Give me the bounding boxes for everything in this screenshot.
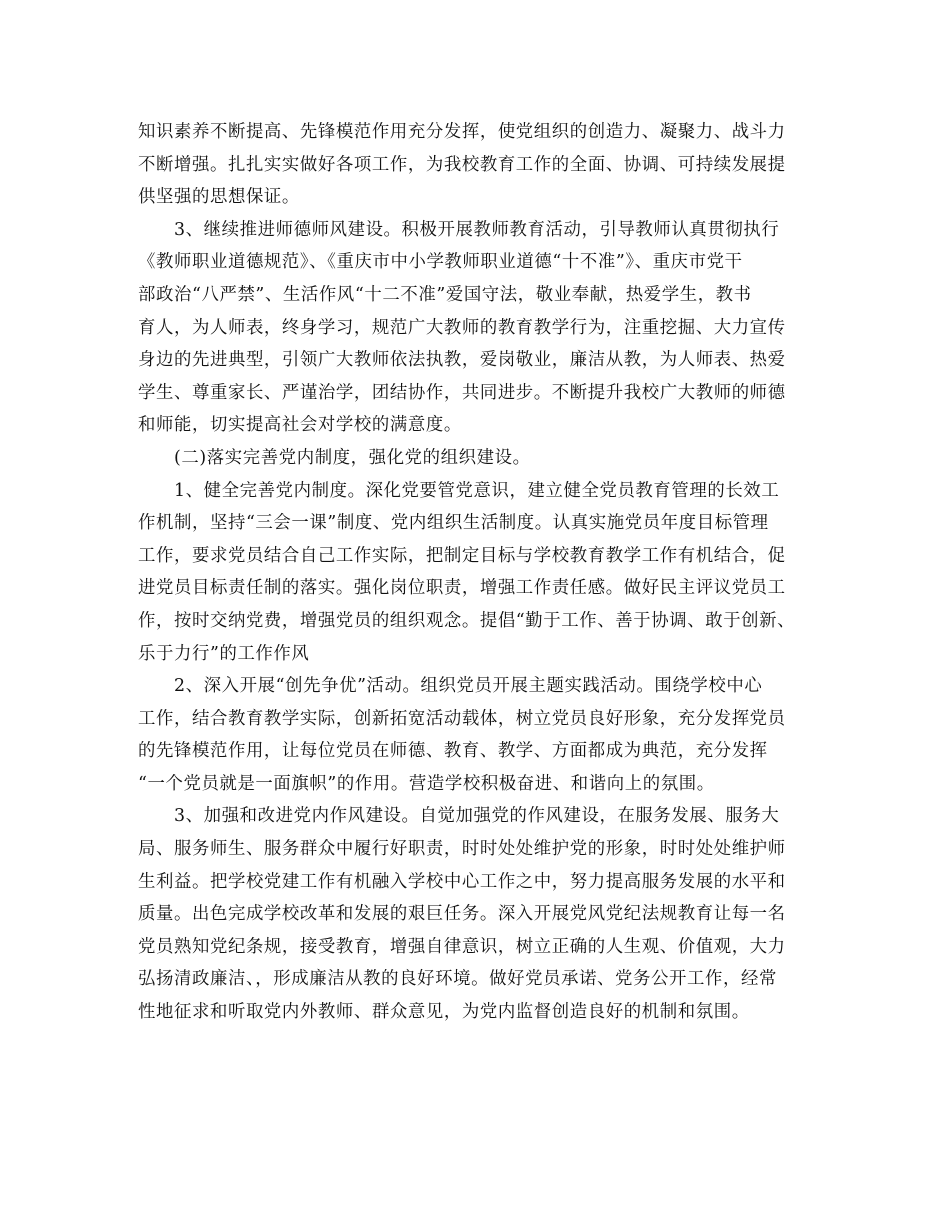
paragraph-continuation bbox=[138, 116, 824, 214]
text-line: 弘扬清政廉洁、，形成廉洁从教的良好环境。做好党员承诺、党务公开工作，经常 bbox=[138, 969, 777, 990]
text-line: 2、深入开展“创先争优”活动。组织党员开展主题实践活动。围绕学校中心 bbox=[174, 676, 763, 697]
text-line: 和师能，切实提高社会对学校的满意度。 bbox=[138, 415, 462, 436]
text-line: 《教师职业道德规范》、《重庆市中小学教师职业道德“十不准”》、重庆市党干 bbox=[138, 252, 743, 273]
text-line: 知识素养不断提高、先锋模范作用充分发挥，使党组织的创造力、凝聚力、战斗力 bbox=[138, 122, 786, 142]
text-line: 性地征求和听取党内外教师、群众意见，为党内监督创造良好的机制和氛围。 bbox=[138, 1002, 750, 1023]
text-line: 身边的先进典型，引领广大教师依法执教，爱岗敬业，廉洁从教，为人师表、热爱 bbox=[138, 350, 786, 371]
text-line: 部政治“八严禁”、生活作风“十二不准”爱国守法，敬业奉献，热爱学生，教书 bbox=[138, 284, 752, 305]
paragraph-teacher-ethics bbox=[138, 214, 824, 442]
text-line: 3、加强和改进党内作风建设。自觉加强党的作风建设，在服务发展、服务大 bbox=[174, 806, 780, 827]
text-line: 生利益。把学校党建工作有机融入学校中心工作之中，努力提高服务发展的水平和 bbox=[138, 871, 786, 892]
text-line: “一个党员就是一面旗帜”的作用。营造学校积极奋进、和谐向上的氛围。 bbox=[138, 773, 715, 794]
text-line: 作机制，坚持“三会一课”制度、党内组织生活制度。认真实施党员年度目标管理 bbox=[138, 513, 769, 534]
text-line: 3、继续推进师德师风建设。积极开展教师教育活动，引导教师认真贯彻执行 bbox=[174, 219, 780, 240]
text-line: 不断增强。扎扎实实做好各项工作，为我校教育工作的全面、协调、可持续发展提 bbox=[138, 154, 786, 175]
text-line: 工作，要求党员结合自己工作实际，把制定目标与学校教育教学工作有机结合，促 bbox=[138, 545, 786, 566]
text-line: 乐于力行”的工作作风 bbox=[138, 643, 310, 664]
text-line: 学生、尊重家长、严谨治学，团结协作，共同进步。不断提升我校广大教师的师德 bbox=[138, 382, 786, 403]
text-line: 供坚强的思想保证。 bbox=[138, 187, 300, 208]
text-line: 工作，结合教育教学实际，创新拓宽活动载体，树立党员良好形象，充分发挥党员 bbox=[138, 708, 786, 729]
text-line: 进党员目标责任制的落实。强化岗位职责，增强工作责任感。做好民主评议党员工 bbox=[138, 578, 786, 599]
text-line: 质量。出色完成学校改革和发展的艰巨任务。深入开展党风党纪法规教育让每一名 bbox=[138, 904, 786, 925]
paragraph-party-system bbox=[138, 475, 824, 671]
paragraph-party-style bbox=[138, 800, 824, 1028]
text-line: 作，按时交纳党费，增强党员的组织观念。提倡“勤于工作、善于协调、敢于创新、 bbox=[138, 610, 796, 631]
text-line: 1、健全完善党内制度。深化党要管党意识，建立健全党员教育管理的长效工 bbox=[174, 480, 780, 501]
text-line: 育人，为人师表，终身学习，规范广大教师的教育教学行为，注重挖掘、大力宣传 bbox=[138, 317, 786, 338]
section-heading bbox=[138, 442, 824, 475]
text-line: 的先锋模范作用，让每位党员在师德、教育、教学、方面都成为典范，充分发挥 bbox=[138, 741, 768, 762]
paragraph-excellence-activity bbox=[138, 670, 824, 800]
text-line: (二)落实完善党内制度，强化党的组织建设。 bbox=[174, 447, 531, 468]
text-line: 党员熟知党纪条规，接受教育，增强自律意识，树立正确的人生观、价值观，大力 bbox=[138, 936, 786, 957]
document-body bbox=[138, 116, 824, 1029]
text-line: 局、服务师生、服务群众中履行好职责，时时处处维护党的形象，时时处处维护师 bbox=[138, 839, 786, 860]
